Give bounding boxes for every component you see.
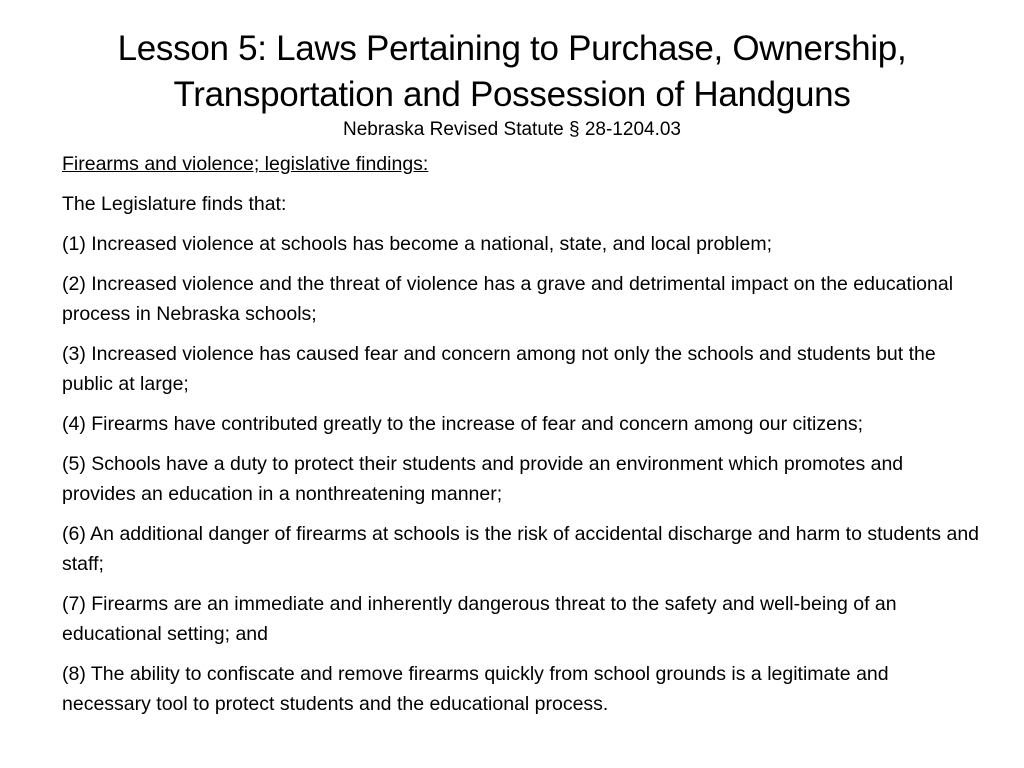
intro-text: The Legislature finds that: bbox=[62, 193, 287, 215]
finding-item: (4) Firearms have contributed greatly to the increase of fear and concern among our citizens; bbox=[62, 413, 863, 435]
slide-body bbox=[62, 149, 982, 729]
findings-list bbox=[62, 229, 982, 719]
slide-title: Lesson 5: Laws Pertaining to Purchase, Ownership, Transportation and Possession of Handguns bbox=[117, 29, 907, 114]
finding-item: (5) Schools have a duty to protect their students and provide an environment which promotes and provides an education in a nonthreatening manner; bbox=[62, 453, 904, 505]
statute-subtitle: Nebraska Revised Statute § 28-1204.03 bbox=[343, 119, 681, 140]
section-heading: Firearms and violence; legislative findings: bbox=[62, 153, 429, 175]
finding-item: (7) Firearms are an immediate and inherently dangerous threat to the safety and well-being of an educational setting; and bbox=[62, 593, 897, 645]
finding-item: (1) Increased violence at schools has become a national, state, and local problem; bbox=[62, 233, 772, 255]
finding-item: (8) The ability to confiscate and remove firearms quickly from school grounds is a legitimate and necessary tool to protect students and the educational process. bbox=[62, 663, 889, 715]
finding-item: (3) Increased violence has caused fear and concern among not only the schools and students but the public at large; bbox=[62, 343, 936, 395]
finding-item: (2) Increased violence and the threat of violence has a grave and detrimental impact on the educational process in Nebraska schools; bbox=[62, 273, 954, 325]
finding-item: (6) An additional danger of firearms at schools is the risk of accidental discharge and harm to students and staff; bbox=[62, 523, 980, 575]
